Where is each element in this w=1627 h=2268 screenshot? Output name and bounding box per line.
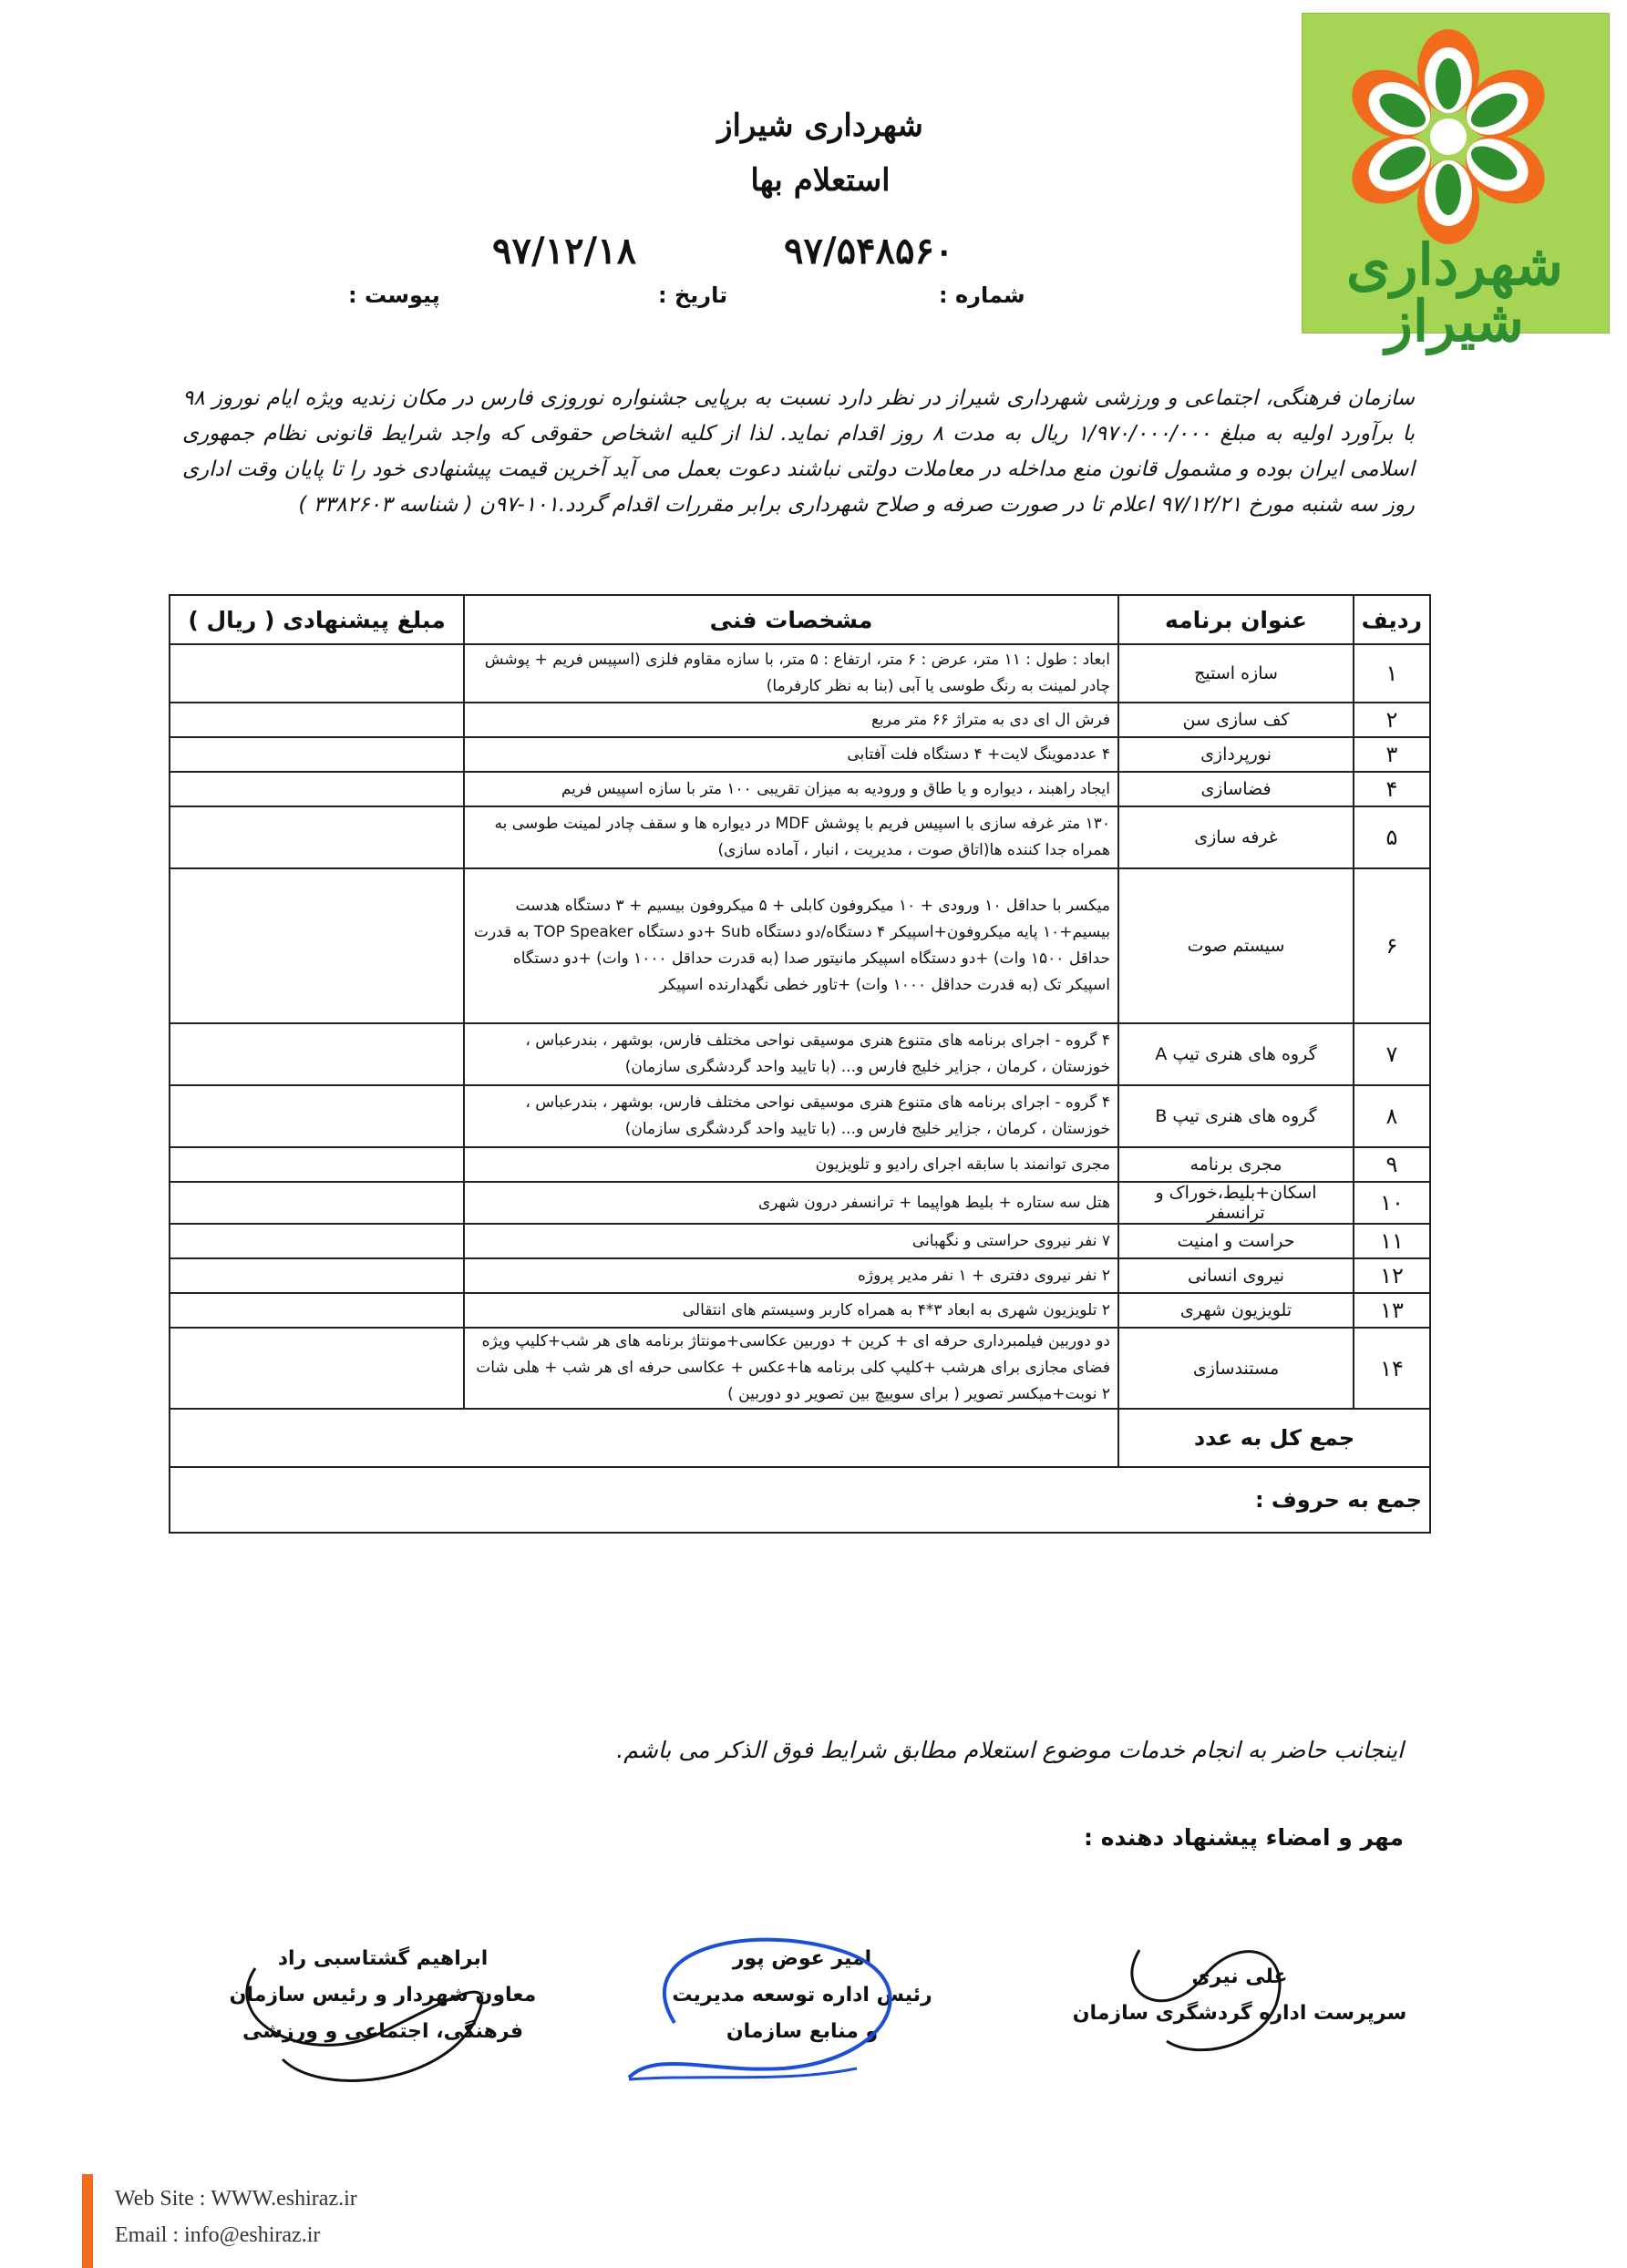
website-link[interactable]: WWW.eshiraz.ir (211, 2187, 357, 2211)
signer-name: ابراهیم گشتاسبی راد (277, 1947, 489, 1970)
website-label: Web Site : (115, 2187, 206, 2211)
proposed-amount-cell[interactable] (170, 868, 464, 1023)
row-number: ۲ (1354, 703, 1430, 737)
flower-logo-icon (1312, 23, 1600, 251)
number-label: شماره : (939, 282, 1025, 308)
table-row (170, 1258, 1430, 1293)
proposed-amount-cell[interactable] (170, 1224, 464, 1258)
email-link[interactable]: info@eshiraz.ir (183, 2223, 321, 2247)
proposed-amount-cell[interactable] (170, 737, 464, 772)
program-title: غرفه سازی (1118, 806, 1354, 868)
proposed-amount-cell[interactable] (170, 644, 464, 703)
table-row (170, 1147, 1430, 1182)
table-row (170, 1182, 1430, 1224)
technical-spec: ۴ گروه - اجرای برنامه های متنوع هنری موسیقی نواحی مختلف فارس، بوشهر ، بندرعباس ، خوزستان ، کرمان ، جزایر خلیج فارس و... (با تایید واحد گردشگری سازمان) (464, 1085, 1118, 1147)
col-title-header: عنوان برنامه (1118, 595, 1354, 644)
proposed-amount-cell[interactable] (170, 1023, 464, 1085)
proposed-amount-cell[interactable] (170, 1328, 464, 1409)
table-row (170, 1023, 1430, 1085)
technical-spec: فرش ال ای دی به متراژ ۶۶ متر مربع (464, 703, 1118, 737)
items-table (169, 594, 1431, 1534)
technical-spec: مجری توانمند با سابقه اجرای رادیو و تلویزیون (464, 1147, 1118, 1182)
footer-accent-bar (82, 2174, 93, 2268)
program-title: مستندسازی (1118, 1328, 1354, 1409)
technical-spec: میکسر با حداقل ۱۰ ورودی + ۱۰ میکروفون کابلی + ۵ میکروفون بیسیم + ۳ دستگاه هدست بیسیم+۱۰ پایه میکروفون+اسپیکر ۴ دستگاه/دو دستگاه Sub +دو دستگاه TOP Speaker به قدرت حداقل ۱۵۰۰ وات) +دو دستگاه اسپیکر مانیتور صدا (به قدرت حداقل ۱۰۰۰ وات) +دو دستگاه اسپیکر تک (به قدرت حداقل ۱۰۰۰ وات) +تاور خطی نگهدارنده اسپیکر (464, 868, 1118, 1023)
signer-role: رئیس اداره توسعه مدیریت (672, 1984, 932, 2006)
row-number: ۶ (1354, 868, 1430, 1023)
seal-label: مهر و امضاء پیشنهاد دهنده : (1084, 1824, 1404, 1851)
row-number: ۱۰ (1354, 1182, 1430, 1224)
email-label: Email : (115, 2223, 179, 2247)
row-number: ۸ (1354, 1085, 1430, 1147)
proposed-amount-cell[interactable] (170, 703, 464, 737)
signer-role: فرهنگی، اجتماعی و ورزشی (242, 2020, 523, 2043)
table-row (170, 1328, 1430, 1409)
program-title: تلویزیون شهری (1118, 1293, 1354, 1328)
technical-spec: ۲ تلویزیون شهری به ابعاد ۳*۴ به همراه کاربر وسیستم های انتقالی (464, 1293, 1118, 1328)
program-title: فضاسازی (1118, 772, 1354, 806)
signer-name: علی نیری (1191, 1965, 1288, 1988)
total-label: جمع کل به عدد (1118, 1409, 1430, 1467)
table-row (170, 1085, 1430, 1147)
table-row (170, 644, 1430, 703)
declaration-note: اینجانب حاضر به انجام خدمات موضوع استعلام مطابق شرایط فوق الذکر می باشم. (616, 1737, 1404, 1763)
table-row (170, 772, 1430, 806)
proposed-amount-cell[interactable] (170, 772, 464, 806)
signer-role: سرپرست اداره گردشگری سازمان (1072, 2002, 1407, 2025)
program-title: مجری برنامه (1118, 1147, 1354, 1182)
program-title: گروه های هنری تیپ A (1118, 1023, 1354, 1085)
proposed-amount-cell[interactable] (170, 1182, 464, 1224)
technical-spec: دو دوربین فیلمبرداری حرفه ای + کرین + دوربین عکاسی+مونتاژ برنامه های هر شب+کلیپ ویژه فضای مجازی برای هرشب +کلیپ کلی برنامه ها+عکس + عکاسی حرفه ای هر شب + هلی شات ۲ نوبت+میکسر تصویر ( برای سوییچ بین تصویر دو دوربین ) (464, 1328, 1118, 1409)
row-number: ۴ (1354, 772, 1430, 806)
program-title: کف سازی سن (1118, 703, 1354, 737)
col-row-header: ردیف (1354, 595, 1430, 644)
table-row (170, 806, 1430, 868)
words-cell[interactable] (170, 1467, 1430, 1533)
row-number: ۳ (1354, 737, 1430, 772)
signer-role: و منابع سازمان (726, 2020, 879, 2043)
table-row (170, 868, 1430, 1023)
words-row (170, 1467, 1430, 1533)
technical-spec: ۷ نفر نیروی حراستی و نگهبانی (464, 1224, 1118, 1258)
program-title: اسکان+بلیط،خوراک و ترانسفر (1118, 1182, 1354, 1224)
technical-spec: ۱۳۰ متر غرفه سازی با اسپیس فریم با پوشش MDF در دیواره ها و سقف چادر لمینت طوسی به همراه جدا کننده ها(اتاق صوت ، مدیریت ، انبار ، آماده سازی) (464, 806, 1118, 868)
date-label: تاریخ : (658, 282, 728, 308)
table-header-row (170, 595, 1430, 644)
program-title: گروه های هنری تیپ B (1118, 1085, 1354, 1147)
technical-spec: هتل سه ستاره + بلیط هواپیما + ترانسفر درون شهری (464, 1182, 1118, 1224)
program-title: نیروی انسانی (1118, 1258, 1354, 1293)
row-number: ۵ (1354, 806, 1430, 868)
row-number: ۱۲ (1354, 1258, 1430, 1293)
signer-name: امیر عوض پور (732, 1947, 872, 1970)
row-number: ۱۱ (1354, 1224, 1430, 1258)
row-number: ۱۴ (1354, 1328, 1430, 1409)
program-title: سازه استیج (1118, 644, 1354, 703)
table-row (170, 1224, 1430, 1258)
proposed-amount-cell[interactable] (170, 806, 464, 868)
footer-email (115, 2223, 320, 2248)
col-spec-header: مشخصات فنی (464, 595, 1118, 644)
proposed-amount-cell[interactable] (170, 1293, 464, 1328)
row-number: ۷ (1354, 1023, 1430, 1085)
table-row (170, 737, 1430, 772)
footer-website (115, 2187, 357, 2212)
signer-role: معاون شهردار و رئیس سازمان (229, 1984, 537, 2006)
org-title: شهرداری شیراز (717, 108, 923, 144)
number-value: ۹۷/۵۴۸۵۶۰ (784, 230, 954, 272)
date-value: ۹۷/۱۲/۱۸ (492, 230, 637, 272)
table-row (170, 1293, 1430, 1328)
row-number: ۱ (1354, 644, 1430, 703)
page-title: استعلام بها (750, 162, 891, 199)
handwritten-signatures (201, 1914, 1458, 2114)
proposed-amount-cell[interactable] (170, 1085, 464, 1147)
logo-text: شهرداری شیراز (1345, 231, 1564, 354)
proposed-amount-cell[interactable] (170, 1258, 464, 1293)
technical-spec: ایجاد راهبند ، دیواره و یا طاق و ورودیه به میزان تقریبی ۱۰۰ متر با سازه اسپیس فریم (464, 772, 1118, 806)
technical-spec: ۴ گروه - اجرای برنامه های متنوع هنری موسیقی نواحی مختلف فارس، بوشهر ، بندرعباس ، خوزستان ، کرمان ، جزایر خلیج فارس و... (با تایید واحد گردشگری سازمان) (464, 1023, 1118, 1085)
total-row (170, 1409, 1430, 1467)
row-number: ۱۳ (1354, 1293, 1430, 1328)
program-title: حراست و امنیت (1118, 1224, 1354, 1258)
words-label: جمع به حروف : (1254, 1487, 1422, 1513)
col-amount-header: مبلغ پیشنهادی ( ریال ) (170, 595, 464, 644)
technical-spec: ۴ عددموینگ لایت+ ۴ دستگاه فلت آفتابی (464, 737, 1118, 772)
program-title: سیستم صوت (1118, 868, 1354, 1023)
technical-spec: ۲ نفر نیروی دفتری + ۱ نفر مدیر پروژه (464, 1258, 1118, 1293)
total-amount-cell[interactable] (170, 1409, 1118, 1467)
technical-spec: ابعاد : طول : ۱۱ متر، عرض : ۶ متر، ارتفاع : ۵ متر، با سازه مقاوم فلزی (اسپیس فریم + پوشش چادر لمینت به رنگ طوسی یا آبی (بنا به نظر کارفرما) (464, 644, 1118, 703)
row-number: ۹ (1354, 1147, 1430, 1182)
attachment-label: پیوست : (348, 282, 440, 308)
table-row (170, 703, 1430, 737)
proposed-amount-cell[interactable] (170, 1147, 464, 1182)
intro-paragraph: سازمان فرهنگی، اجتماعی و ورزشی شهرداری شیراز در نظر دارد نسبت به برپایی جشنواره نوروزی فارس در مکان زندیه ویژه ایام نوروز ۹۸ با برآورد اولیه به مبلغ ۱/۹۷۰/۰۰۰/۰۰۰ ریال به مدت ۸ روز اقدام نماید. لذا از کلیه اشخاص حقوقی که واجد شرایط قانونی نظام جمهوری اسلامی ایران بوده و مشمول قانون منع مداخله در معاملات دولتی نباشند دعوت بعمل می آید آخرین قیمت پیشنهادی خود را تا پایان وقت اداری روز سه شنبه مورخ ۹۷/۱۲/۲۱ اعلام تا در صورت صرفه و صلاح شهرداری برابر مقررات اقدام گردد.۱۰۱-۹۷ن ( شناسه ۳۳۸۲۶۰۳ ) (182, 386, 1416, 517)
program-title: نورپردازی (1118, 737, 1354, 772)
